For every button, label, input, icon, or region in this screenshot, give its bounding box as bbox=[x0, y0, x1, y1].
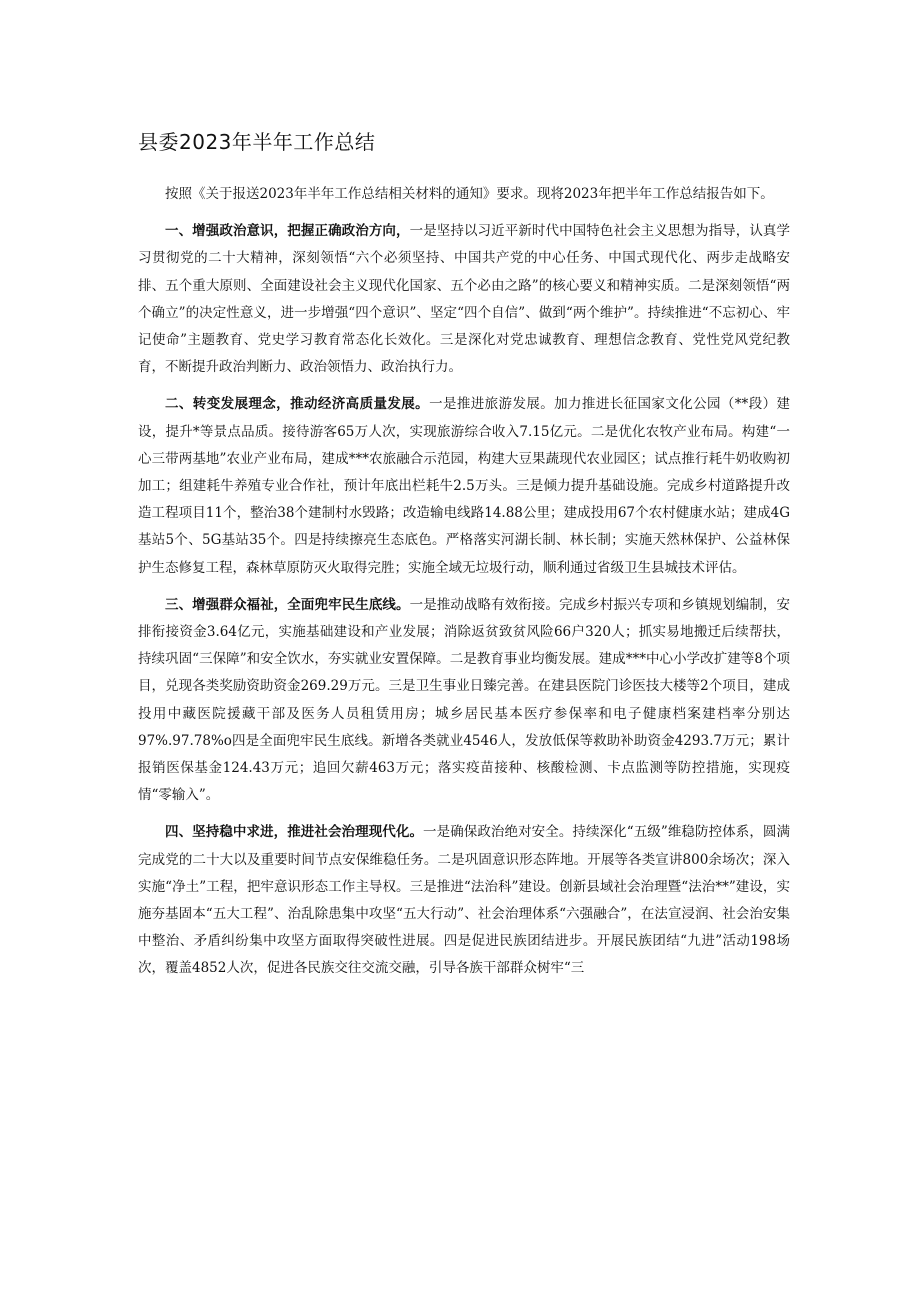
section-heading-1: 一、增强政治意识，把握正确政治方向， bbox=[165, 223, 410, 240]
section-paragraph-4 bbox=[138, 819, 790, 982]
section-text-1: 一是坚持以习近平新时代中国特色社会主义思想为指导，认真学习贯彻党的二十大精神，深刻领悟“六个必须坚持、中国共产党的中心任务、中国式现代化、两步走战略安排、五个重大原则、全面建设社会主义现代化国家、五个必由之路”的核心要义和精神实质。二是深刻领悟“两个确立”的决定性意义，进一步增强“四个意识”、坚定“四个自信”、做到“两个维护”。持续推进“不忘初心、牢记使命”主题教育、党史学习教育常态化长效化。三是深化对党忠诚教育、理想信念教育、党性党风党纪教育，不断提升政治判断力、政治领悟力、政治执行力。 bbox=[138, 223, 791, 376]
section-heading-2: 二、转变发展理念，推动经济高质量发展。 bbox=[165, 396, 430, 413]
document-body bbox=[138, 181, 790, 993]
section-paragraph-1 bbox=[138, 218, 790, 381]
section-text-4: 一是确保政治绝对安全。持续深化“五级”维稳防控体系，圆满完成党的二十大以及重要时间节点安保维稳任务。二是巩固意识形态阵地。开展等各类宣讲800余场次；深入实施“净土”工程，把牢意识形态工作主导权。三是推进“法治科”建设。创新县域社会治理暨“法治**”建设，实施夯基固本“五大工程”、治乱除患集中攻坚“五大行动”、社会治理体系“六强融合”，在法宣浸润、社会治安集中整治、矛盾纠纷集中攻坚方面取得突破性进展。四是促进民族团结进步。开展民族团结“九进”活动198场次，覆盖4852人次，促进各民族交往交流交融，引导各族干部群众树牢“三 bbox=[138, 824, 790, 977]
section-heading-3: 三、增强群众福祉，全面兜牢民生底线。 bbox=[165, 596, 410, 613]
section-paragraph-2 bbox=[138, 391, 790, 581]
section-text-2: 一是推进旅游发展。加力推进长征国家文化公园（**段）建设，提升*等景点品质。接待游客65万人次，实现旅游综合收入7.15亿元。二是优化农牧产业布局。构建“一心三带两基地”农业产业布局，建成***农旅融合示范园，构建大豆果蔬现代农业园区；试点推行耗牛奶收购初加工；组建耗牛养殖专业合作社，预计年底出栏耗牛2.5万头。三是倾力提升基础设施。完成乡村道路提升改造工程项目11个，整治38个建制村水毁路；改造输电线路14.88公里；建成投用67个农村健康水站；建成4G基站5个、5G基站35个。四是持续擦亮生态底色。严格落实河湖长制、林长制；实施天然林保护、公益林保护生态修复工程，森林草原防灭火取得完胜；实施全域无垃圾行动，顺利通过省级卫生县城技术评估。 bbox=[138, 396, 791, 576]
section-paragraph-3 bbox=[138, 592, 790, 810]
intro-paragraph: 按照《关于报送2023年半年工作总结相关材料的通知》要求。现将2023年把半年工作总结报告如下。 bbox=[165, 186, 774, 202]
document-title: 县委2023年半年工作总结 bbox=[138, 130, 376, 154]
section-text-3: 一是推动战略有效衔接。完成乡村振兴专项和乡镇规划编制，安排衔接资金3.64亿元，实施基础建设和产业发展；消除返贫致贫风险66户320人；抓实易地搬迁后续帮扶，持续巩固“三保障”和安全饮水，夯实就业安置保障。二是教育事业均衡发展。建成***中心小学改扩建等8个项目，兑现各类奖励资助资金269.29万元。三是卫生事业日臻完善。在建县医院门诊医技大楼等2个项目，建成投用中藏医院援藏干部及医务人员租赁用房；城乡居民基本医疗参保率和电子健康档案建档率分别达97%.97.78%o四是全面兜牢民生底线。新增各类就业4546人，发放低保等救助补助资金4293.7万元；累计报销医保基金124.43万元；追回欠薪463万元；落实疫苗接种、核酸检测、卡点监测等防控措施，实现疫情“零输入”。 bbox=[138, 596, 791, 804]
section-heading-4: 四、坚持稳中求进，推进社会治理现代化。 bbox=[165, 824, 424, 841]
